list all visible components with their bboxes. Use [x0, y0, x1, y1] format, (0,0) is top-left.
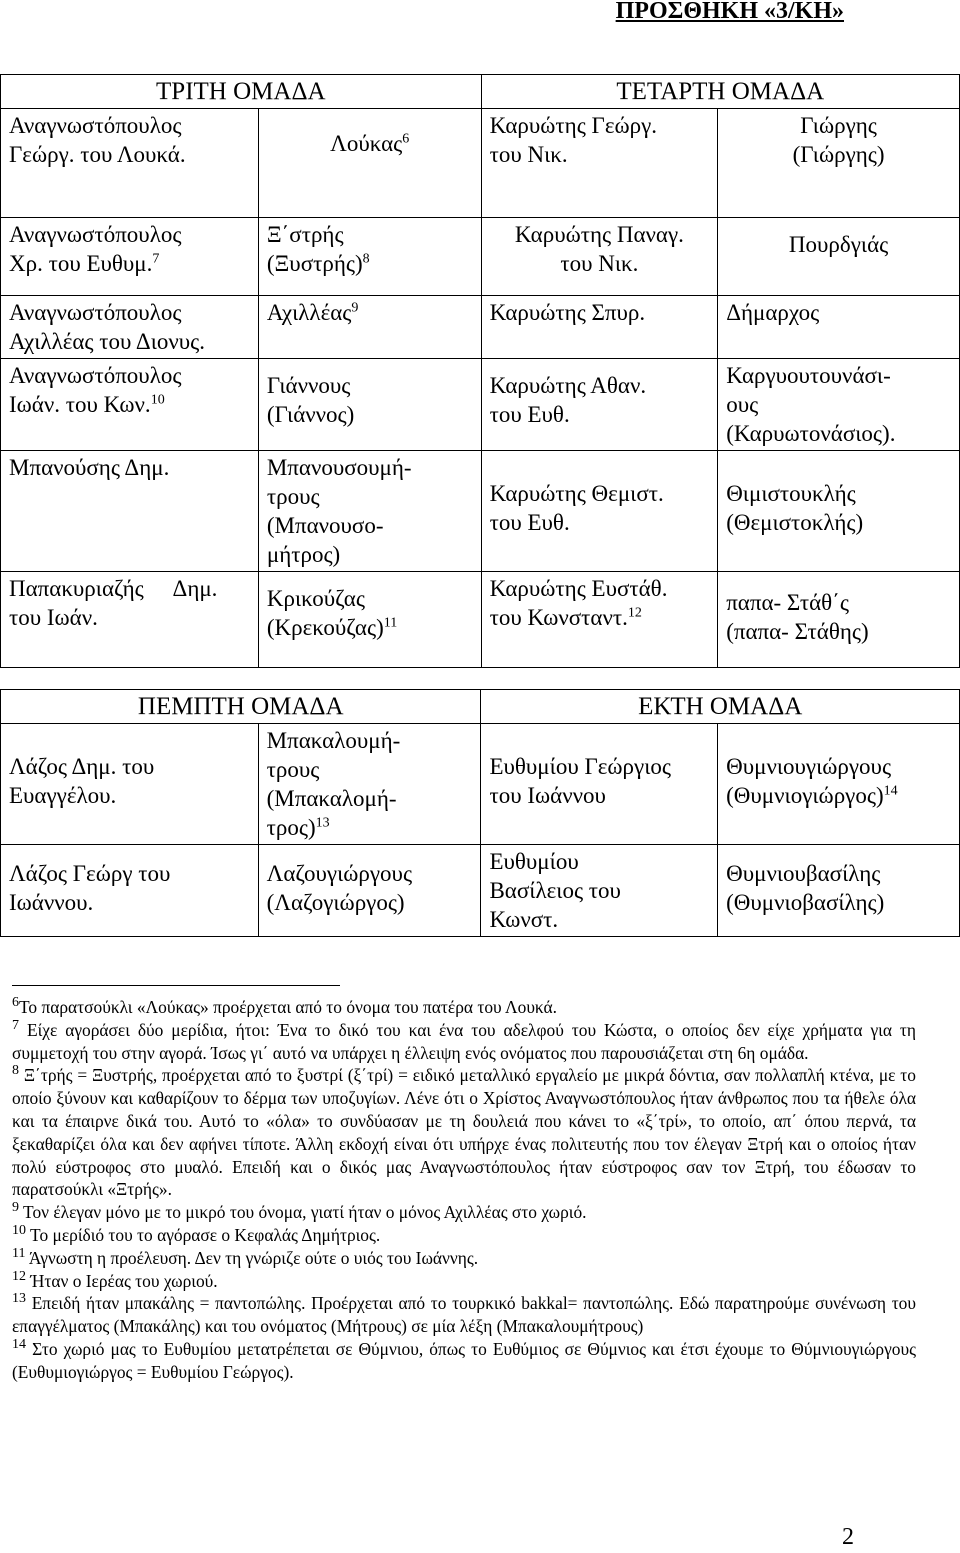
cell-text: (Θυμνιοβασίλης)	[726, 890, 885, 915]
cell-text: Αναγνωστόπουλος	[9, 222, 182, 247]
cell-text: του Ιωάν.	[9, 605, 98, 630]
cell-text: Δημ.	[172, 576, 218, 601]
cell-text: Αχιλλέας	[266, 300, 352, 325]
footnote-text: Άγνωστη η προέλευση. Δεν τη γνώριζε ούτε ο υιός του Ιωάννης.	[28, 1247, 479, 1268]
footnote	[12, 996, 916, 1019]
cell-text: Λούκας	[330, 131, 403, 156]
cell-text: Αναγνωστόπουλος	[9, 363, 182, 388]
cell-text: Μπανουσουμή-	[266, 455, 412, 480]
cell-text: Καρυώτης Ευστάθ.	[489, 576, 668, 601]
table-row	[1, 218, 960, 296]
cell-text: Λάζος Γεώργ του	[9, 861, 171, 886]
fourth-group-heading: ΤΕΤΑΡΤΗ ΟΜΑΔΑ	[481, 75, 959, 109]
cell-text: Καρυώτης Σπυρ.	[489, 300, 646, 325]
cell-text: Καρυώτης Παναγ.	[514, 222, 684, 247]
footnote-number: 12	[12, 1268, 26, 1284]
cell-text: του Νικ.	[560, 251, 639, 276]
cell-text: Βασίλειος του	[489, 878, 621, 903]
cell-text: Αχιλλέας του Διονυς.	[9, 329, 206, 354]
cell-text: παπα- Στάθ΄ς	[726, 590, 849, 615]
footnote-ref: 8	[362, 251, 370, 267]
cell-text: Δήμαρχος	[726, 300, 820, 325]
footnote	[12, 1338, 916, 1384]
cell-text: Χρ. του Ευθυμ.	[9, 251, 153, 276]
cell-text: ους	[726, 392, 759, 417]
footnote-number: 14	[12, 1337, 26, 1353]
cell-text: (Θεμιστοκλής)	[726, 510, 864, 535]
footnote-text: Στο χωριό μας το Ευθυμίου μετατρέπεται σε Θύμνιου, όπως το Ευθύμιος σε Θύμνιος και έτσι έχουμε το Θύμνιουγιώργους (Ευθυμιογιώργος = Ευθυμίου Γεώργος).	[12, 1338, 916, 1382]
cell-text: Αναγνωστόπουλος	[9, 300, 182, 325]
footnote-ref: 14	[883, 783, 898, 799]
cell-text: Καρυώτης Αθαν.	[489, 373, 647, 398]
cell-text: (Μπανουσο-	[266, 513, 384, 538]
cell-text: του Ευθ.	[489, 402, 570, 427]
cell-text: (Μπακαλομή-	[266, 786, 397, 811]
footnote	[12, 1064, 916, 1201]
cell-text: Κρικούζας	[266, 586, 365, 611]
cell-text: μήτρος)	[266, 542, 341, 567]
cell-text: (Ξυστρής)	[266, 251, 363, 276]
footnote-ref: 9	[351, 300, 359, 316]
footnote	[12, 1224, 916, 1247]
footnote-text: Τον έλεγαν μόνο με το μικρό του όνομα, γιατί ήταν ο μόνος Αχιλλέας στο χωριό.	[23, 1202, 587, 1223]
footnote-ref: 13	[315, 815, 330, 831]
footnote-number: 11	[12, 1245, 26, 1261]
footnote-ref: 11	[383, 615, 398, 631]
cell-text: Καρυώτης Θεμιστ.	[489, 481, 664, 506]
cell-text: Γιώργης	[800, 113, 877, 138]
footnote-number: 10	[12, 1223, 26, 1239]
cell-text: Ευθυμίου	[489, 849, 579, 874]
cell-text: του Κωνσταντ.	[489, 605, 628, 630]
fifth-group-heading: ΠΕΜΠΤΗ ΟΜΑΔΑ	[1, 690, 481, 724]
footnote-ref: 12	[627, 605, 642, 621]
cell-text: (Καρυωτονάσιος).	[726, 421, 896, 446]
groups-table-5-6	[0, 689, 960, 937]
footnote-text: Ξ΄τρής = Ξυστρής, προέρχεται από το ξυστρί (ξ΄τρί) = ειδικό μεταλλικό εργαλείο με μικρά δόντια, σαν πολλαπλή κτένα, με το οποίο ξύνουν και καθαρίζουν το δέρμα των υποζυγίων. Λένε ότι ο Χρίστος Αναγνωστόπουλος ήταν άνθρωπος που τα ήθελε όλα και τα έπαιρνε δικά του. Αυτό το «όλα» το συνδύασαν με τη δουλειά που κάνει το «ξ΄τρί», το οποίο, απ΄ όπου περνά, τα ξεκαθαρίζει όλα και δεν αφήνει τίποτε. Άλλη εκδοχή είναι ότι υπήρχε ένας πολιτευτής που τον έλεγαν Ξτρή και ο οποίος ήταν πολύ εύστροφος στο μυαλό. Επειδή και ο δικός μας Αναγνωστόπουλος ήταν εύστροφος σαν τον Ξτρή, του έδωσαν το παρατσούκλι «Ξτρής».	[12, 1065, 916, 1200]
cell-text: του Νικ.	[489, 142, 568, 167]
page-number: 2	[842, 1524, 854, 1550]
footnotes	[12, 996, 916, 1384]
cell-text: Καρυώτης Γεώργ.	[489, 113, 658, 138]
cell-text: Ευθυμίου Γεώργιος	[489, 754, 671, 779]
cell-text: Θιμιστουκλής	[726, 481, 856, 506]
cell-text: Αναγνωστόπουλος	[9, 113, 182, 138]
table-row	[1, 724, 960, 845]
table-row	[1, 845, 960, 937]
cell-text: Γεώργ. του Λουκά.	[9, 142, 186, 167]
footnote-number: 8	[12, 1063, 19, 1079]
groups-table-3-4	[0, 74, 960, 668]
cell-text: τρους	[266, 484, 320, 509]
footnote-ref: 6	[402, 131, 410, 147]
footnote-number: 6	[12, 995, 19, 1011]
cell-text: (παπα- Στάθης)	[726, 619, 869, 644]
cell-text: Μπακαλουμή-	[266, 728, 401, 753]
cell-text: Θυμνιουβασίλης	[726, 861, 881, 886]
footnote-text: Το παρατσούκλι «Λούκας» προέρχεται από το όνομα του πατέρα του Λουκά.	[19, 997, 558, 1017]
cell-text: Κωνστ.	[489, 907, 559, 932]
cell-text: (Θυμνιογιώργος)	[726, 783, 884, 808]
cell-text: τρος)	[266, 815, 316, 840]
cell-text: Ιωάν. του Κων.	[9, 392, 151, 417]
cell-text: Λάζος Δημ. του	[9, 754, 155, 779]
cell-text: τρους	[266, 757, 320, 782]
footnote-ref: 7	[152, 251, 160, 267]
footnote-text: Το μερίδιό του το αγόρασε ο Κεφαλάς Δημήτριος.	[30, 1224, 381, 1245]
footnote-ref: 10	[150, 392, 165, 408]
footnote-number: 9	[12, 1200, 19, 1216]
third-group-heading: ΤΡΙΤΗ ΟΜΑΔΑ	[1, 75, 482, 109]
cell-text: Ευαγγέλου.	[9, 783, 117, 808]
table-row	[1, 572, 960, 668]
cell-text: Θυμνιουγιώργους	[726, 754, 892, 779]
cell-text: (Γιώργης)	[792, 142, 885, 167]
footnote-text: Επειδή ήταν μπακάλης = παντοπώλης. Προέρχεται από το τουρκικό bakkal= παντοπώλης. Εδώ παρατηρούμε συνένωση του επαγγέλματος (Μπακάλης) και του ονόματος (Μήτρους) σε μία λέξη (Μπακαλουμήτρους)	[12, 1293, 916, 1337]
cell-text: του Ευθ.	[489, 510, 570, 535]
footnote	[12, 1292, 916, 1338]
cell-text: (Γιάννος)	[266, 402, 355, 427]
page-header: ΠΡΟΣΘΗΚΗ «3/ΚΗ»	[615, 0, 844, 24]
footnote-number: 7	[12, 1018, 19, 1033]
sixth-group-heading: ΕΚΤΗ ΟΜΑΔΑ	[481, 690, 960, 724]
cell-text: Καργυουτουνάσι-	[726, 363, 891, 388]
table-row	[1, 296, 960, 359]
footnote	[12, 1270, 916, 1293]
cell-text: Ιωάννου.	[9, 890, 94, 915]
cell-text: (Κρεκούζας)	[266, 615, 384, 640]
footnote-separator	[12, 985, 340, 986]
footnote	[12, 1247, 916, 1270]
cell-text: (Λαζογιώργος)	[266, 890, 405, 915]
cell-text: Ξ΄στρής	[266, 222, 344, 247]
footnote	[12, 1201, 916, 1224]
cell-text: Πουρδγιάς	[788, 232, 889, 257]
cell-text: Γιάννους	[266, 373, 351, 398]
cell-text: του Ιωάννου	[489, 783, 606, 808]
table-row	[1, 451, 960, 572]
footnote-number: 13	[12, 1291, 26, 1307]
footnote-text: Ήταν ο Ιερέας του χωριού.	[30, 1270, 218, 1291]
cell-text: Λαζουγιώργους	[266, 861, 413, 886]
cell-text: Μπανούσης Δημ.	[9, 455, 170, 480]
footnote-text: Είχε αγοράσει δύο μερίδια, ήτοι: Ένα το δικό του και ένα του αδελφού του Κώστα, ο οποίος δεν είχε χρήματα για τη συμμετοχή του στην αγορά. Ίσως γι΄ αυτό να υπάρχει η έλλειψη ενός ονόματος που παρουσιάζεται στη 6η ομάδα.	[12, 1019, 916, 1063]
table-row	[1, 359, 960, 451]
table-row	[1, 109, 960, 218]
footnote	[12, 1019, 916, 1065]
cell-text: Παπακυριαζής	[9, 576, 144, 601]
